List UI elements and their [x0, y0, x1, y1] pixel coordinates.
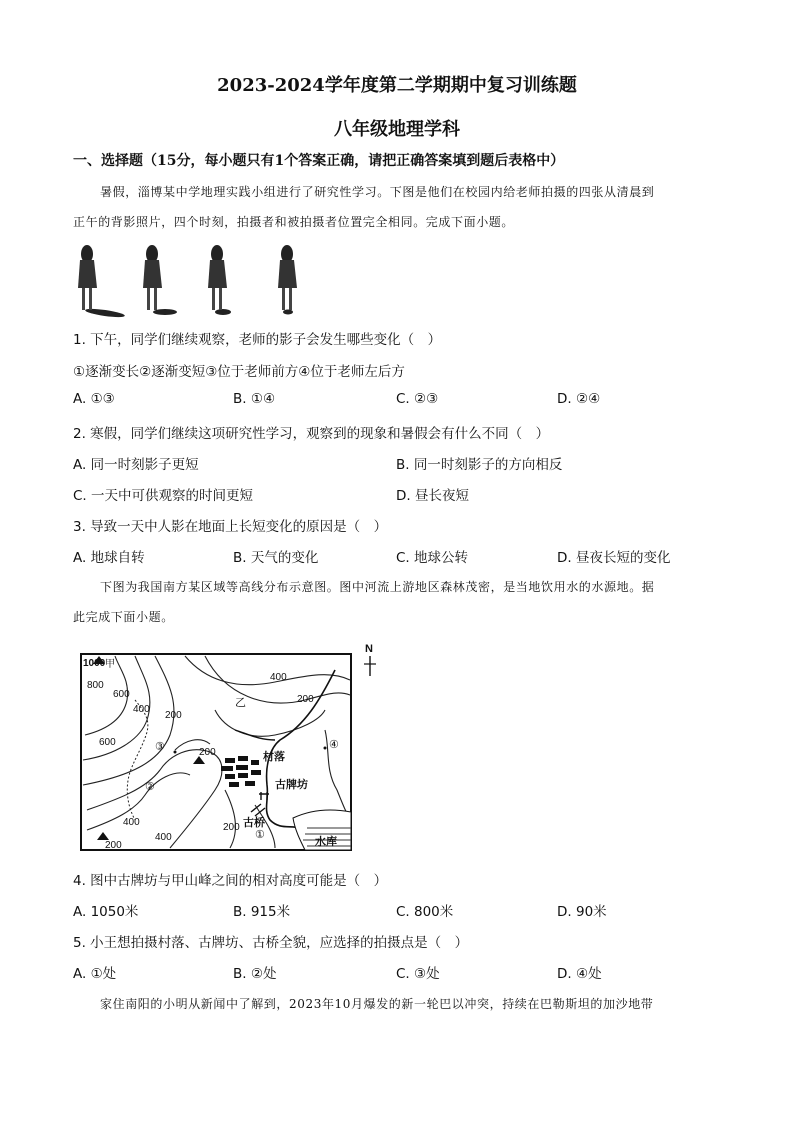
passage-3-line-1: 家住南阳的小明从新闻中了解到，2023年10月爆发的新一轮巴以冲突，持续在巴勒斯坦的加沙地带 [100, 997, 654, 1011]
svg-text:400: 400 [270, 672, 287, 683]
q5-option-a[interactable]: A. ①处 [73, 966, 117, 982]
q1-option-b[interactable]: B. ①④ [233, 391, 276, 407]
point-1: ① [255, 829, 265, 841]
q3-option-d[interactable]: D. 昼夜长短的变化 [557, 550, 671, 566]
passage-1-line-2: 正午的背影照片，四个时刻，拍摄者和被拍摄者位置完全相同。完成下面小题。 [73, 215, 515, 229]
q4-option-a[interactable]: A. 1050米 [73, 904, 139, 920]
q3-option-c[interactable]: C. 地球公转 [396, 550, 469, 566]
svg-text:200: 200 [223, 822, 240, 833]
question-1-statements: ①逐渐变长②逐渐变短③位于老师前方④位于老师左后方 [73, 364, 405, 380]
q2-option-c[interactable]: C. 一天中可供观察的时间更短 [73, 488, 254, 504]
q3-option-a[interactable]: A. 地球自转 [73, 550, 145, 566]
point-2: ② [145, 781, 155, 793]
q4-option-c[interactable]: C. 800米 [396, 904, 454, 920]
label-arch: 古牌坊 [275, 779, 308, 791]
svg-text:200: 200 [165, 710, 182, 721]
passage-2-line-2: 此完成下面小题。 [73, 610, 174, 624]
svg-text:N: N [365, 643, 373, 655]
passage-1-line-1: 暑假，淄博某中学地理实践小组进行了研究性学习。下图是他们在校园内给老师拍摄的四张从清晨到 [100, 185, 655, 199]
label-bridge: 古桥 [243, 817, 265, 829]
q2-option-b[interactable]: B. 同一时刻影子的方向相反 [396, 457, 563, 473]
passage-2-line-1: 下图为我国南方某区域等高线分布示意图。图中河流上游地区森林茂密，是当地饮用水的水源地。据 [100, 580, 655, 594]
question-1: 1. 下午，同学们继续观察，老师的影子会发生哪些变化（ ） [73, 332, 442, 348]
label-peak-jia: 甲 [105, 659, 115, 670]
point-4: ④ [329, 739, 339, 751]
photo-figure-1 [78, 245, 125, 319]
svg-text:800: 800 [87, 680, 104, 691]
svg-text:600: 600 [113, 689, 130, 700]
q4-option-d[interactable]: D. 90米 [557, 904, 607, 920]
q1-option-d[interactable]: D. ②④ [557, 391, 601, 407]
svg-text:400: 400 [155, 832, 172, 843]
photo-figure-4 [278, 245, 297, 315]
q1-option-c[interactable]: C. ②③ [396, 391, 439, 407]
q5-option-b[interactable]: B. ②处 [233, 966, 277, 982]
q1-option-a[interactable]: A. ①③ [73, 391, 115, 407]
teacher-shadow-photos [70, 240, 310, 320]
point-3: ③ [155, 741, 165, 753]
page-subtitle: 八年级地理学科 [334, 119, 460, 140]
svg-text:400: 400 [133, 704, 150, 715]
label-reservoir: 水库 [315, 836, 337, 848]
q5-option-c[interactable]: C. ③处 [396, 966, 440, 982]
page-title: 2023-2024学年度第二学期期中复习训练题 [217, 75, 577, 96]
photo-figure-2 [143, 245, 177, 315]
svg-text:200: 200 [105, 840, 122, 851]
section-heading: 一、选择题（15分，每小题只有1个答案正确，请把正确答案填到题后表格中） [73, 153, 565, 169]
north-arrow [364, 643, 376, 676]
q2-option-a[interactable]: A. 同一时刻影子更短 [73, 457, 199, 473]
label-yi: 乙 [235, 697, 246, 709]
svg-text:400: 400 [123, 817, 140, 828]
q3-option-b[interactable]: B. 天气的变化 [233, 550, 319, 566]
question-3: 3. 导致一天中人影在地面上长短变化的原因是（ ） [73, 519, 388, 535]
q5-option-d[interactable]: D. ④处 [557, 966, 602, 982]
q2-option-d[interactable]: D. 昼长夜短 [396, 488, 469, 504]
svg-text:600: 600 [99, 737, 116, 748]
contour-map [75, 640, 385, 855]
photo-figure-3 [208, 245, 231, 315]
svg-text:200: 200 [199, 747, 216, 758]
question-5: 5. 小王想拍摄村落、古牌坊、古桥全貌，应选择的拍摄点是（ ） [73, 935, 469, 951]
svg-text:200: 200 [297, 694, 314, 705]
label-village: 村落 [263, 751, 285, 763]
svg-text:1000: 1000 [83, 658, 106, 669]
q4-option-b[interactable]: B. 915米 [233, 904, 291, 920]
question-4: 4. 图中古牌坊与甲山峰之间的相对高度可能是（ ） [73, 873, 388, 889]
question-2: 2. 寒假，同学们继续这项研究性学习，观察到的现象和暑假会有什么不同（ ） [73, 426, 550, 442]
